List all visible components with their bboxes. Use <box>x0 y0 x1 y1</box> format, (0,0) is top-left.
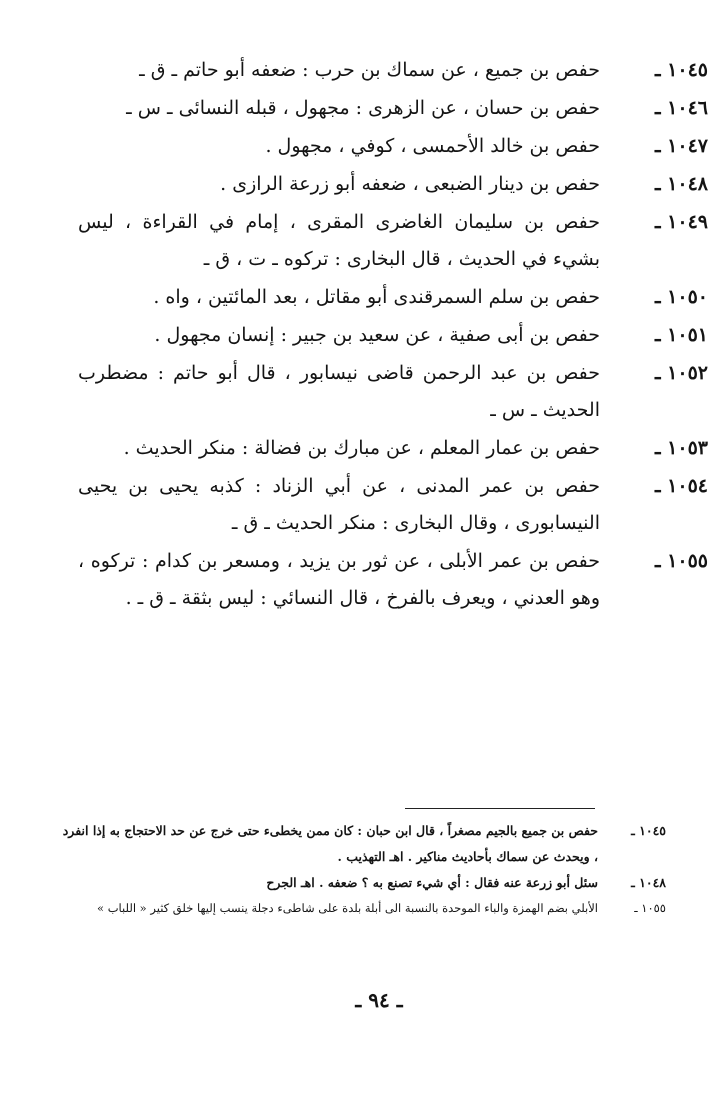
entry-text: حفص بن عمر المدنى ، عن أبي الزناد : كذبه يحيى بن يحيى النيسابورى ، وقال البخارى : منكر الحديث ـ ق ـ <box>78 475 600 534</box>
footnote-text: حفص بن جميع بالجيم مصغراً ، قال ابن حبان : كان ممن يخطىء حتى خرج عن حد الاحتجاج به إذا انفرد ، ويحدث عن سماك بأحاديث مناكير . اهـ التهذيب . <box>62 823 598 864</box>
entry-number: ١٠٥٣ ـ <box>654 437 708 459</box>
entry-number: ١٠٥٤ ـ <box>654 475 708 497</box>
footnote-text: سئل أبو زرعة عنه فقال : أي شيء تصنع به ؟ ضعفه . اهـ الجرح <box>266 875 598 890</box>
entries-list <box>78 52 708 618</box>
entry-1048 <box>78 166 708 203</box>
entry-1047 <box>78 128 708 165</box>
footnote-1045 <box>55 818 666 870</box>
entry-text: حفص بن عبد الرحمن قاضى نيسابور ، قال أبو حاتم : مضطرب الحديث ـ س ـ <box>78 362 600 421</box>
entry-number: ١٠٤٧ ـ <box>654 135 708 157</box>
entry-number: ١٠٥٢ ـ <box>654 362 708 384</box>
footnote-text: الأبلي بضم الهمزة والباء الموحدة بالنسبة الى أبلة بلدة على شاطىء دجلة ينسب إليها خلق كثير « اللباب » <box>97 901 598 915</box>
entry-text: حفص بن عمار المعلم ، عن مبارك بن فضالة : منكر الحديث . <box>123 437 600 459</box>
entry-number: ١٠٥٥ ـ <box>654 550 708 572</box>
entry-text: حفص بن خالد الأحمسى ، كوفي ، مجهول . <box>265 135 600 157</box>
entry-text: حفص بن سليمان الغاضرى المقرى ، إمام في القراءة ، ليس بشيء في الحديث ، قال البخارى : تركوه ـ ت ، ق ـ <box>78 211 600 270</box>
footnote-number: ١٠٤٥ ـ <box>631 823 666 838</box>
footnotes <box>55 818 666 920</box>
entry-number: ١٠٤٥ ـ <box>654 59 708 81</box>
entry-number: ١٠٤٦ ـ <box>654 97 708 119</box>
entry-text: حفص بن عمر الأبلى ، عن ثور بن يزيد ، ومسعر بن كدام : تركوه ، وهو العدني ، ويعرف بالفرخ ، قال النسائي : ليس بثقة ـ ق ـ . <box>78 550 600 609</box>
entry-text: حفص بن دينار الضبعى ، ضعفه أبو زرعة الرازى . <box>220 173 600 195</box>
entry-1049 <box>78 204 708 278</box>
page-number: ـ ٩٤ ـ <box>355 988 403 1012</box>
entry-text: حفص بن جميع ، عن سماك بن حرب : ضعفه أبو حاتم ـ ق ـ <box>139 59 600 81</box>
entry-1051 <box>78 317 708 354</box>
entry-text: حفص بن حسان ، عن الزهرى : مجهول ، قبله النسائى ـ س ـ <box>126 97 600 119</box>
entry-1050 <box>78 279 708 316</box>
entry-1054 <box>78 468 708 542</box>
footnote-divider <box>405 808 595 809</box>
entry-number: ١٠٤٩ ـ <box>654 211 708 233</box>
entry-1053 <box>78 430 708 467</box>
entry-number: ١٠٤٨ ـ <box>654 173 708 195</box>
entry-text: حفص بن سلم السمرقندى أبو مقاتل ، بعد المائتين ، واه . <box>153 286 600 308</box>
footnote-1048 <box>55 870 666 896</box>
entry-number: ١٠٥١ ـ <box>654 324 708 346</box>
entry-number: ١٠٥٠ ـ <box>654 286 708 308</box>
entry-1046 <box>78 90 708 127</box>
entry-text: حفص بن أبى صفية ، عن سعيد بن جبير : إنسان مجهول . <box>154 324 600 346</box>
entry-1052 <box>78 355 708 429</box>
entry-1055 <box>78 543 708 617</box>
footnote-number: ١٠٥٥ ـ <box>634 901 666 915</box>
entry-1045 <box>78 52 708 89</box>
footnote-number: ١٠٤٨ ـ <box>631 875 666 890</box>
footnote-1055 <box>55 896 666 920</box>
